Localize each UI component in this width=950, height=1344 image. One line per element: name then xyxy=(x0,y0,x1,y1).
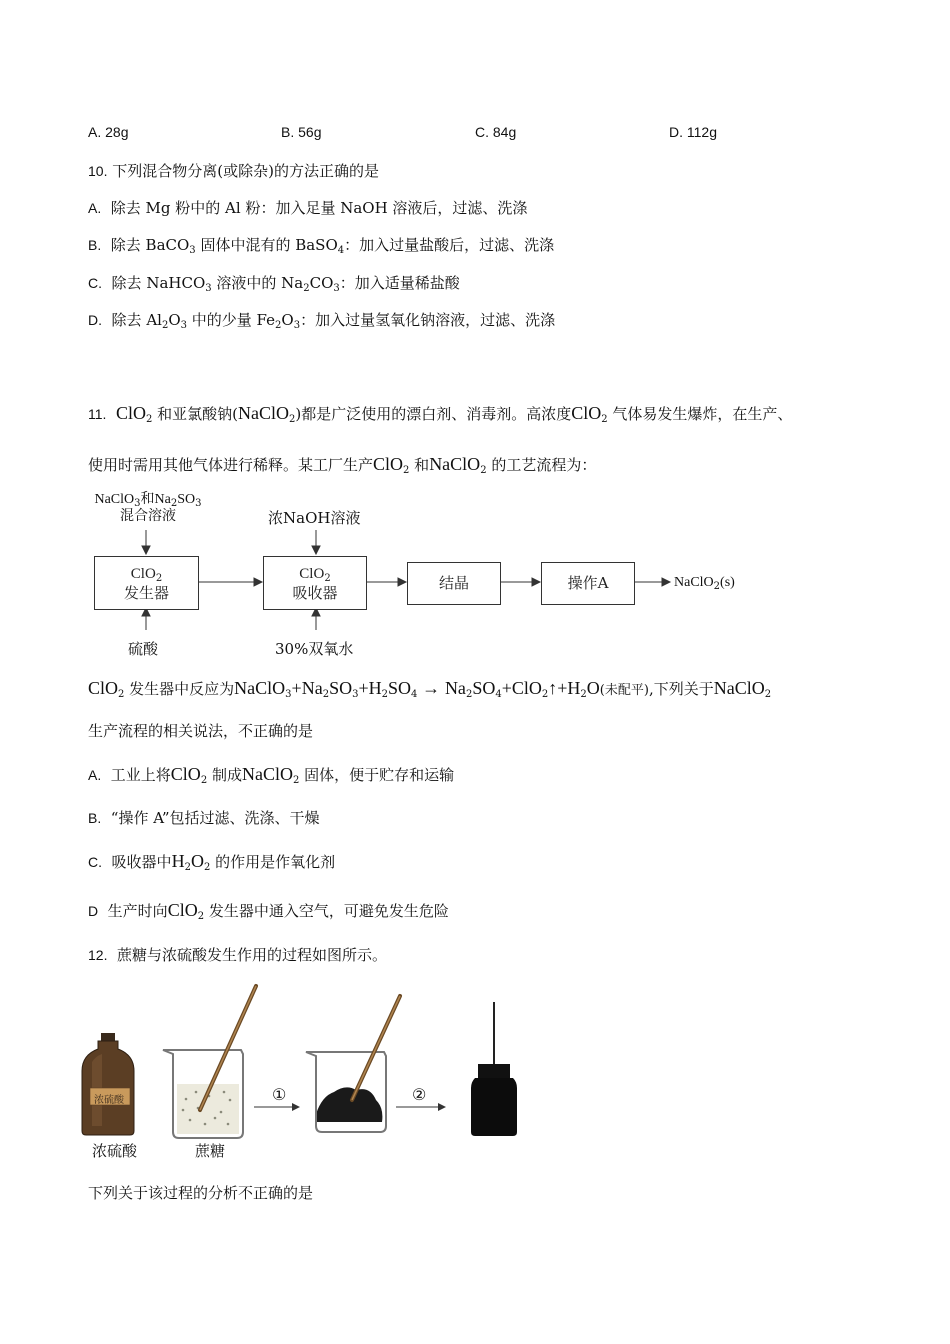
option-b[interactable]: B. 56g xyxy=(281,124,322,140)
flow-product: NaClO$_2$(s) xyxy=(674,575,735,592)
q11-option-b[interactable]: B. “操作 A”包括过滤、洗涤、干燥 xyxy=(88,809,320,827)
q11-reaction: ClO$_2$ 发生器中反应为$NaClO_3+Na_2SO_3+H_2SO_4$ → $Na_2SO_4+ClO_2↑+H_2O$(未配平),下列关于NaClO$_2$ xyxy=(88,678,772,700)
flow-box-crystallize: 结晶 xyxy=(407,562,501,605)
option-c[interactable]: C. 84g xyxy=(475,124,517,140)
q11-stem-line1: 11. ClO$_2$ 和亚氯酸钠(NaClO$_2$)都是广泛使用的漂白剂、消毒剂。高浓度ClO$_2$ 气体易发生爆炸，在生产、 xyxy=(88,403,793,425)
flow-box-absorber: ClO$_2$ 吸收器 xyxy=(263,556,367,610)
acid-bottle-icon xyxy=(82,1033,134,1135)
q11-option-a[interactable]: A. 工业上将ClO$_2$ 制成NaClO$_2$ 固体，便于贮存和运输 xyxy=(88,764,455,786)
q12-question: 下列关于该过程的分析不正确的是 xyxy=(88,1184,314,1202)
flow-box-generator: ClO$_2$ 发生器 xyxy=(94,556,199,610)
q11-option-d[interactable]: D 生产时向ClO$_2$ 发生器中通入空气，可避免发生危险 xyxy=(88,900,449,922)
q11-stem-line4: 生产流程的相关说法，不正确的是 xyxy=(88,722,314,740)
flow-below-1: 硫酸 xyxy=(128,640,159,658)
q11-option-c[interactable]: C. 吸收器中$H_2O_2$ 的作用是作氧化剂 xyxy=(88,851,336,873)
q11-stem-line2: 使用时需用其他气体进行稀释。某工厂生产ClO$_2$ 和NaClO$_2$ 的工艺流程为： xyxy=(88,454,597,476)
caption-sugar: 蔗糖 xyxy=(195,1142,226,1160)
step-1-label: ① xyxy=(272,1085,287,1104)
step-2-label: ② xyxy=(412,1085,427,1104)
q10-option-c[interactable]: C. 除去 NaHCO$_3$ 溶液中的 $Na_2CO_3$：加入适量稀盐酸 xyxy=(88,274,460,294)
q10-option-b[interactable]: B. 除去 BaCO$_3$ 固体中混有的 BaSO$_4$：加入过量盐酸后，过滤、洗涤 xyxy=(88,236,555,256)
beaker-carbon-icon xyxy=(306,996,400,1132)
q12-stem: 12. 蔗糖与浓硫酸发生作用的过程如图所示。 xyxy=(88,946,388,964)
option-d[interactable]: D. 112g xyxy=(669,124,717,140)
beaker-sugar-icon xyxy=(163,986,256,1138)
option-a[interactable]: A. 28g xyxy=(88,124,129,140)
flow-box-operation-a: 操作A xyxy=(541,562,635,605)
flow-input-1: NaClO$_3$和$Na_2SO_3$ 混合溶液 xyxy=(94,492,202,524)
acid-bottle-label: 浓硫酸 xyxy=(94,1095,124,1106)
caption-acid: 浓硫酸 xyxy=(92,1142,138,1160)
flow-below-2: 30%双氧水 xyxy=(275,640,354,658)
flow-input-2: 浓NaOH溶液 xyxy=(268,509,361,527)
q10-option-a[interactable]: A. 除去 Mg 粉中的 Al 粉：加入足量 NaOH 溶液后，过滤、洗涤 xyxy=(88,199,528,217)
black-jar-icon xyxy=(471,1002,517,1136)
q10-stem: 10. 下列混合物分离(或除杂)的方法正确的是 xyxy=(88,162,379,180)
q10-option-d[interactable]: D. 除去 $Al_2O_3$ 中的少量 $Fe_2O_3$：加入过量氢氧化钠溶液，过滤、洗涤 xyxy=(88,311,556,331)
